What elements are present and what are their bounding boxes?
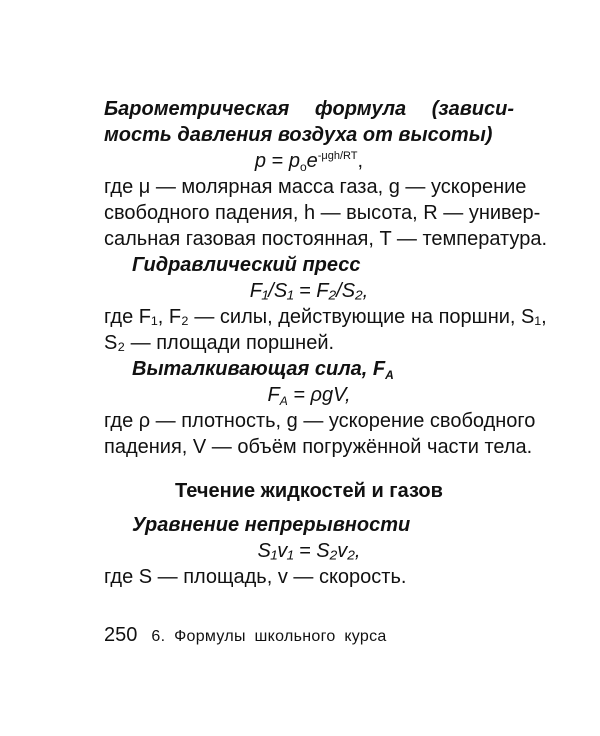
continuity-formula-text: S₁v₁ = S₂v₂, [257, 540, 361, 562]
barometric-heading-line1: Барометрическая формула (зависи- [104, 98, 514, 120]
hydraulic-desc-line1: где F₁, F₂ — силы, действующие на поршни, S₁, [104, 306, 547, 328]
hydraulic-formula-text: F₁/S₁ = F₂/S₂, [249, 280, 369, 302]
hydraulic-heading: Гидравлический пресс [132, 254, 361, 276]
hydraulic-desc-line2: S₂ — площади поршней. [104, 332, 335, 354]
formula-symbol-p0: p [288, 150, 300, 172]
buoyant-heading-text: Выталкивающая сила, F [132, 358, 386, 380]
barometric-desc-line3: сальная газовая постоянная, T — температура. [104, 228, 547, 250]
continuity-formula [104, 538, 514, 564]
buoyant-heading-subscript: A [385, 368, 394, 382]
hydraulic-formula [104, 278, 514, 304]
formula-equals: = [266, 150, 289, 172]
buoyant-formula-rest: = ρgV, [287, 384, 351, 406]
formula-exponent: -μgh/RT [317, 150, 358, 162]
barometric-heading-line2: мость давления воздуха от высоты) [104, 124, 493, 146]
buoyant-desc-line1: где ρ — плотность, g — ускорение свободного [104, 410, 536, 432]
barometric-desc-line1: где μ — молярная масса газа, g — ускорение [104, 176, 527, 198]
continuity-desc: где S — площадь, v — скорость. [104, 566, 407, 588]
page-content [104, 96, 547, 590]
running-title: 6. Формулы школьного курса [151, 628, 387, 645]
page-footer [104, 624, 387, 647]
barometric-desc-line2: свободного падения, h — высота, R — универ- [104, 202, 541, 224]
buoyant-heading [104, 356, 514, 382]
buoyant-formula [104, 382, 514, 408]
barometric-formula [104, 148, 514, 174]
section-title: Течение жидкостей и газов [175, 480, 443, 502]
buoyant-formula-f: F [267, 384, 280, 406]
formula-comma: , [357, 150, 364, 172]
formula-symbol-p: p [254, 150, 267, 172]
page-number: 250 [104, 624, 138, 646]
buoyant-desc-line2: падения, V — объём погружённой части тела. [104, 436, 533, 458]
buoyant-formula-subscript: A [279, 394, 288, 408]
formula-subscript-o: o [299, 160, 307, 174]
continuity-heading: Уравнение непрерывности [132, 514, 411, 536]
formula-symbol-e: e [306, 150, 318, 172]
